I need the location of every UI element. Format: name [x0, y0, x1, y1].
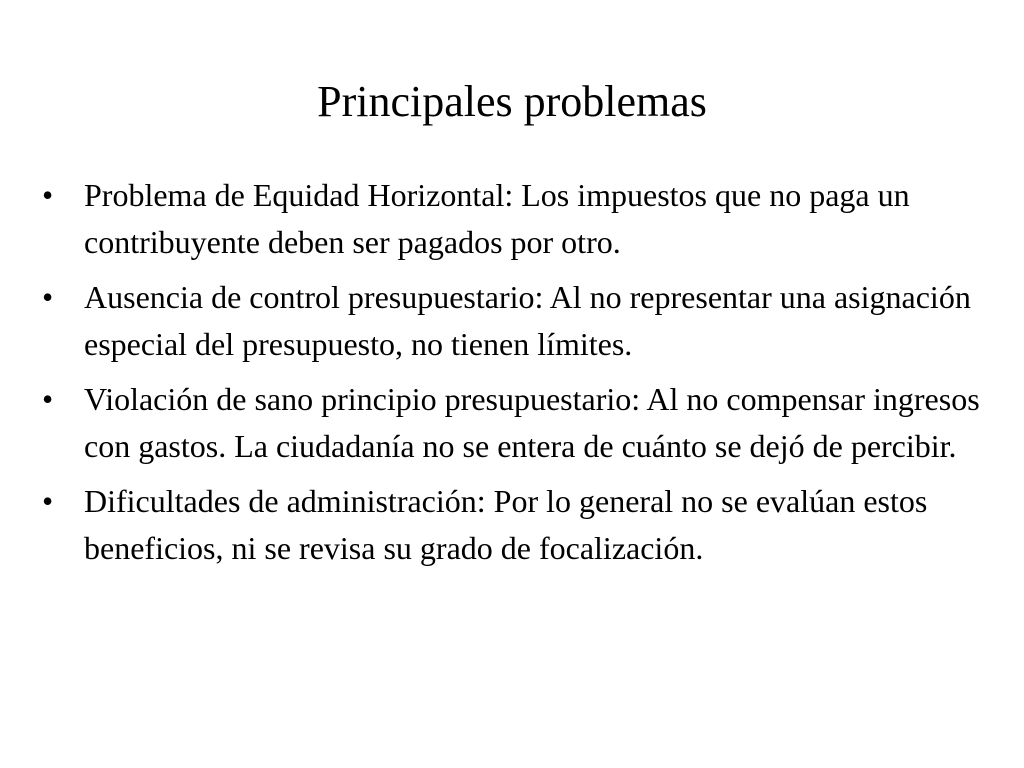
- bullet-text: Ausencia de control presupuestario: Al no representar una asignación especial del presupuesto, no tienen límites.: [84, 279, 971, 362]
- bullet-text: Violación de sano principio presupuestario: Al no compensar ingresos con gastos. La ciudadanía no se entera de cuánto se dejó de percibir.: [84, 381, 980, 464]
- bullet-icon: •: [42, 177, 54, 213]
- bullet-icon: •: [42, 279, 54, 315]
- bullet-item-administracion: [42, 478, 992, 572]
- bullet-icon: •: [42, 483, 54, 519]
- bullet-item-control-presupuestario: [42, 274, 992, 368]
- bullet-text: Problema de Equidad Horizontal: Los impuestos que no paga un contribuyente deben ser pagados por otro.: [84, 177, 910, 260]
- bullet-item-equidad-horizontal: [42, 172, 992, 266]
- bullet-text: Dificultades de administración: Por lo general no se evalúan estos beneficios, ni se revisa su grado de focalización.: [84, 483, 928, 566]
- bullet-list: [42, 172, 992, 580]
- bullet-item-principio-presupuestario: [42, 376, 992, 470]
- bullet-icon: •: [42, 381, 54, 417]
- slide-title: Principales problemas: [317, 77, 707, 126]
